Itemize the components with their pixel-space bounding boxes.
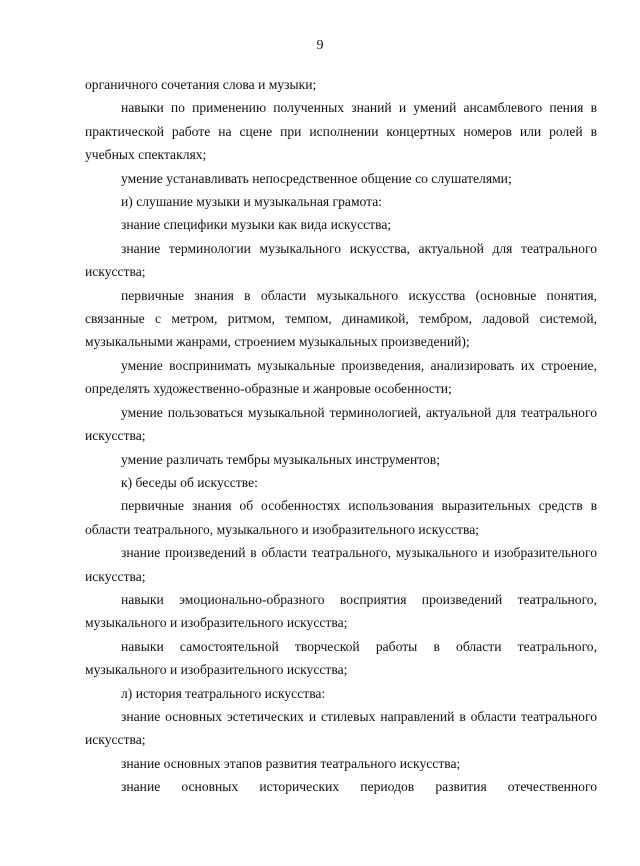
paragraph: умение воспринимать музыкальные произведения, анализировать их строение, определять художественно-образные и жанровые особенности; [85, 357, 597, 397]
paragraph: знание основных эстетических и стилевых направлений в области театрального искусства; [85, 708, 597, 748]
page-number: 9 [316, 38, 324, 53]
paragraph: навыки эмоционально-образного восприятия произведений театрального, музыкального и изобразительного искусства; [85, 591, 597, 631]
section-heading: л) история театрального искусства: [121, 685, 326, 701]
paragraph: навыки по применению полученных знаний и умений ансамблевого пения в практической работе на сцене при исполнении концертных номеров или ролей в учебных спектаклях; [85, 100, 597, 163]
paragraph: умение устанавливать непосредственное общение со слушателями; [121, 170, 512, 186]
document-body [85, 73, 597, 799]
paragraph: знание произведений в области театрального, музыкального и изобразительного искусства; [85, 545, 597, 584]
paragraph: знание терминологии музыкального искусства, актуальной для театрального искусства; [85, 240, 597, 280]
paragraph: навыки самостоятельной творческой работы в области театрального, музыкального и изобразительного искусства; [85, 638, 597, 678]
section-heading: и) слушание музыки и музыкальная грамота: [121, 194, 383, 210]
paragraph: умение пользоваться музыкальной терминологией, актуальной для театрального искусства; [85, 404, 597, 444]
section-heading: к) беседы об искусстве: [121, 474, 258, 490]
paragraph: знание основных исторических периодов развития отечественного [121, 779, 597, 795]
paragraph: первичные знания в области музыкального искусства (основные понятия, связанные с метром, ритмом, темпом, динамикой, тембром, ладовой системой, музыкальными жанрами, строением музыкальных произведений); [85, 287, 597, 350]
paragraph: знание специфики музыки как вида искусства; [121, 217, 392, 233]
paragraph: первичные знания об особенностях использования выразительных средств в области театрального, музыкального и изобразительного искусства; [85, 498, 597, 537]
paragraph: органичного сочетания слова и музыки; [85, 77, 317, 92]
paragraph: знание основных этапов развития театрального искусства; [121, 755, 461, 771]
paragraph: умение различать тембры музыкальных инструментов; [121, 451, 441, 467]
